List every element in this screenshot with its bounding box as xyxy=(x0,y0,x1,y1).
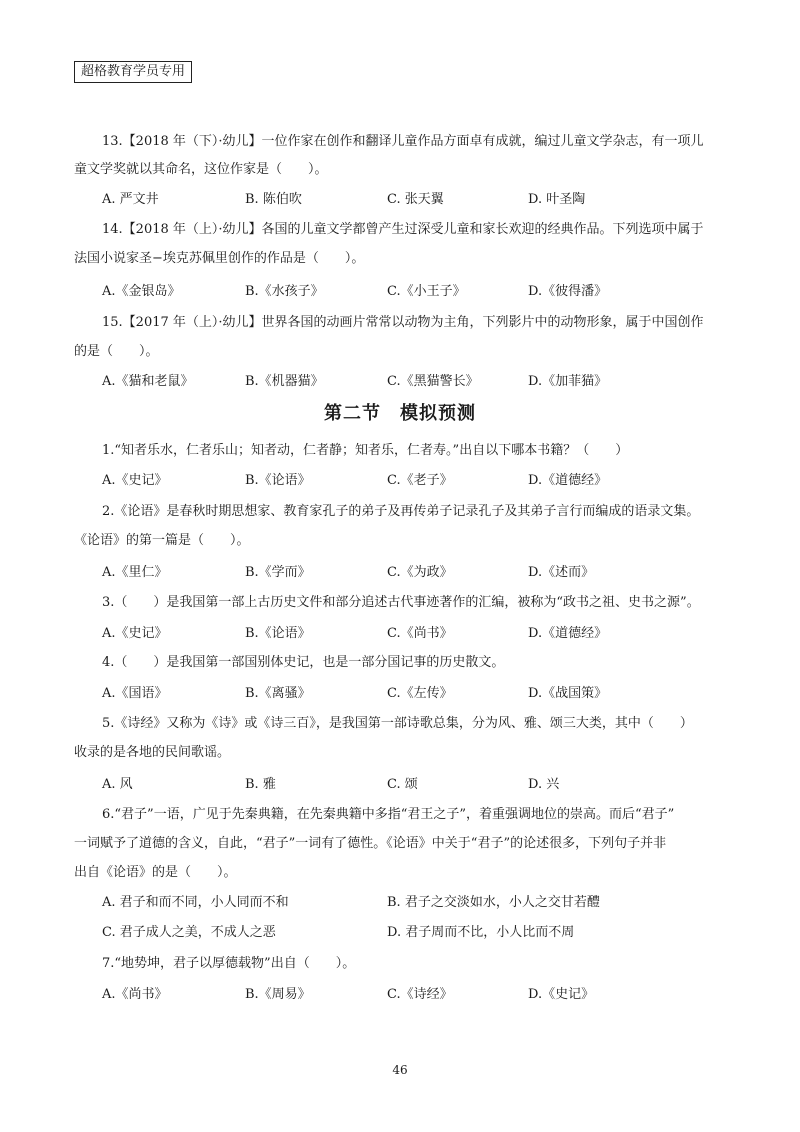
mock-question-5-option-d: D. 兴 xyxy=(528,777,560,792)
page-number: 46 xyxy=(392,1063,408,1077)
mock-question-6-text-line2: 一词赋予了道德的含义，自此，“君子”一词有了德性。《论语》中关于“君子”的论述很多，下列句子并非 xyxy=(74,836,667,851)
mock-question-6-text-line1: 6.“君子”一语，广见于先秦典籍，在先秦典籍中多指“君王之子”，着重强调地位的崇高。而后“君子” xyxy=(102,807,675,822)
question-14-text-line1: 14.【2018 年（上）·幼儿】各国的儿童文学都曾产生过深受儿童和家长欢迎的经典作品。下列选项中属于 xyxy=(102,222,704,237)
question-13-text-line1: 13.【2018 年（下）·幼儿】一位作家在创作和翻译儿童作品方面卓有成就，编过儿童文学杂志，有一项儿 xyxy=(102,134,704,149)
mock-question-6-option-b: B. 君子之交淡如水，小人之交甘若醴 xyxy=(387,895,600,910)
question-14-option-b: B.《水孩子》 xyxy=(245,284,324,299)
mock-question-5-option-b: B. 雅 xyxy=(245,777,276,792)
mock-question-3-option-d: D.《道德经》 xyxy=(528,626,608,641)
question-13-option-b: B. 陈伯吹 xyxy=(245,192,302,207)
mock-question-1-option-d: D.《道德经》 xyxy=(528,473,608,488)
mock-question-6-text-line3: 出自《论语》的是（ ）。 xyxy=(74,865,237,880)
mock-question-1-text: 1.“知者乐水，仁者乐山；知者动，仁者静；知者乐，仁者寿。”出自以下哪本书籍？（ ） xyxy=(102,443,629,458)
mock-question-2-text-line1: 2.《论语》是春秋时期思想家、教育家孔子的弟子及再传弟子记录孔子及其弟子言行而编成的语录文集。 xyxy=(102,504,700,519)
mock-question-2-option-b: B.《学而》 xyxy=(245,565,311,580)
mock-question-7-option-c: C.《诗经》 xyxy=(387,987,453,1002)
header-badge: 超格教育学员专用 xyxy=(74,61,192,83)
mock-question-1-option-a: A.《史记》 xyxy=(102,473,168,488)
mock-question-3-option-a: A.《史记》 xyxy=(102,626,168,641)
mock-question-7-option-b: B.《周易》 xyxy=(245,987,311,1002)
mock-question-1-option-c: C.《老子》 xyxy=(387,473,453,488)
question-13-option-d: D. 叶圣陶 xyxy=(528,192,586,207)
mock-question-7-text: 7.“地势坤，君子以厚德载物”出自（ ）。 xyxy=(102,956,356,971)
question-14-text-line2: 法国小说家圣−埃克苏佩里创作的作品是（ ）。 xyxy=(74,251,365,266)
mock-question-2-text-line2: 《论语》的第一篇是（ ）。 xyxy=(74,533,250,548)
mock-question-5-option-a: A. 风 xyxy=(102,777,133,792)
mock-question-1-option-b: B.《论语》 xyxy=(245,473,311,488)
mock-question-5-text-line2: 收录的是各地的民间歌谣。 xyxy=(74,745,231,760)
mock-question-4-option-d: D.《战国策》 xyxy=(528,686,608,701)
question-13-option-a: A. 严文井 xyxy=(102,192,159,207)
mock-question-4-option-b: B.《离骚》 xyxy=(245,686,311,701)
mock-question-6-option-c: C. 君子成人之美，不成人之恶 xyxy=(102,925,276,940)
question-15-option-c: C.《黑猫警长》 xyxy=(387,374,479,389)
mock-question-4-option-c: C.《左传》 xyxy=(387,686,453,701)
question-13-option-c: C. 张天翼 xyxy=(387,192,444,207)
question-14-option-a: A.《金银岛》 xyxy=(102,284,181,299)
mock-question-3-option-c: C.《尚书》 xyxy=(387,626,453,641)
mock-question-7-option-d: D.《史记》 xyxy=(528,987,595,1002)
mock-question-2-option-a: A.《里仁》 xyxy=(102,565,168,580)
question-14-option-d: D.《彼得潘》 xyxy=(528,284,608,299)
mock-question-5-text-line1: 5.《诗经》又称为《诗》或《诗三百》，是我国第一部诗歌总集，分为风、雅、颂三大类，其中（ ） xyxy=(102,716,693,731)
question-15-option-a: A.《猫和老鼠》 xyxy=(102,374,194,389)
mock-question-2-option-d: D.《述而》 xyxy=(528,565,595,580)
question-15-text-line2: 的是（ ）。 xyxy=(74,344,159,359)
mock-question-7-option-a: A.《尚书》 xyxy=(102,987,168,1002)
mock-question-4-option-a: A.《国语》 xyxy=(102,686,168,701)
mock-question-6-option-d: D. 君子周而不比，小人比而不周 xyxy=(387,925,575,940)
question-15-option-b: B.《机器猫》 xyxy=(245,374,324,389)
mock-question-3-text: 3.（ ）是我国第一部上古历史文件和部分追述古代事迹著作的汇编，被称为“政书之祖、史书之源”。 xyxy=(102,595,700,610)
mock-question-5-option-c: C. 颂 xyxy=(387,777,418,792)
mock-question-2-option-c: C.《为政》 xyxy=(387,565,453,580)
question-14-option-c: C.《小王子》 xyxy=(387,284,466,299)
mock-question-3-option-b: B.《论语》 xyxy=(245,626,311,641)
section-title: 第二节 模拟预测 xyxy=(324,403,476,424)
question-15-text-line1: 15.【2017 年（上）·幼儿】世界各国的动画片常常以动物为主角，下列影片中的动物形象，属于中国创作 xyxy=(102,315,704,330)
question-15-option-d: D.《加菲猫》 xyxy=(528,374,608,389)
mock-question-6-option-a: A. 君子和而不同，小人同而不和 xyxy=(102,895,289,910)
mock-question-4-text: 4.（ ）是我国第一部国别体史记，也是一部分国记事的历史散文。 xyxy=(102,655,505,670)
question-13-text-line2: 童文学奖就以其命名，这位作家是（ ）。 xyxy=(74,162,328,177)
